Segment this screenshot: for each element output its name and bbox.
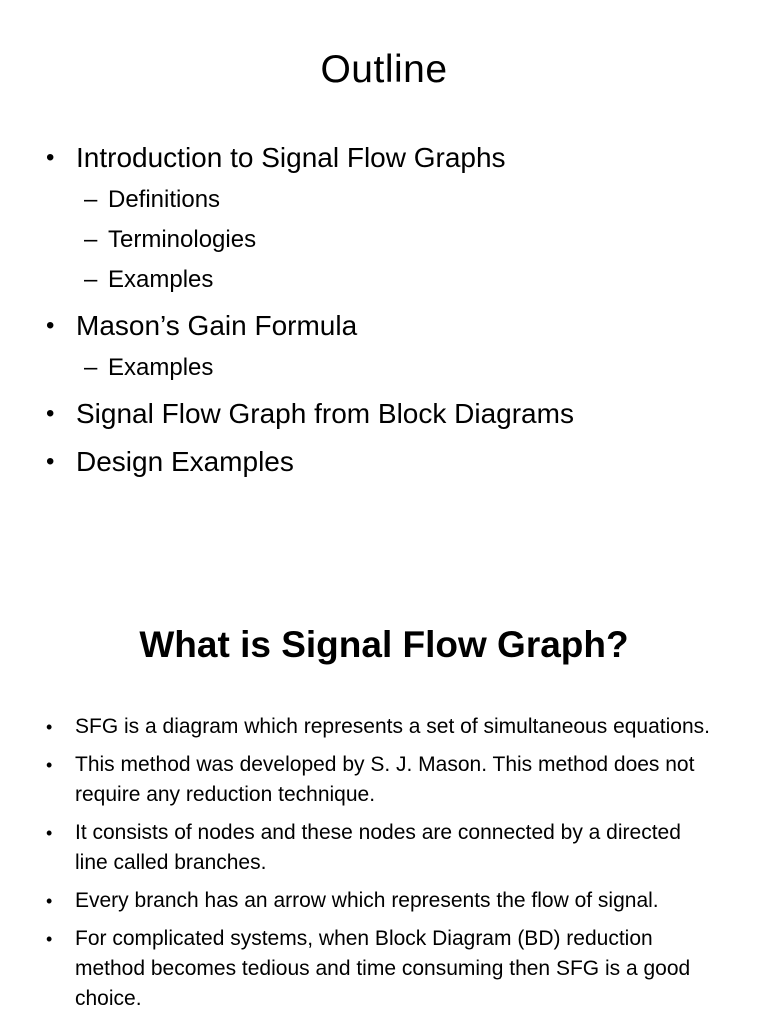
sfg-point: • Every branch has an arrow which represents the flow of signal. — [46, 886, 716, 916]
outline-item-text: Mason’s Gain Formula — [76, 310, 358, 341]
sfg-point: • It consists of nodes and these nodes are connected by a directed line called branches. — [46, 818, 716, 878]
sfg-points-list — [46, 712, 716, 1022]
outline-subitem-text: Examples — [108, 354, 214, 381]
sfg-point: • SFG is a diagram which represents a set of simultaneous equations. — [46, 712, 716, 742]
dash-marker: – — [84, 266, 98, 293]
outline-subitem-text: Terminologies — [108, 226, 257, 253]
slide-title-what-is-sfg: What is Signal Flow Graph? — [139, 624, 629, 665]
slide-title-outline: Outline — [320, 48, 448, 91]
outline-subitem-text: Definitions — [108, 186, 221, 213]
outline-item-text: Introduction to Signal Flow Graphs — [76, 142, 506, 173]
outline-subitem — [46, 350, 746, 386]
outline-subitem-text: Examples — [108, 266, 214, 293]
dash-marker: – — [84, 354, 98, 381]
outline-list — [46, 138, 746, 490]
outline-item — [46, 442, 746, 482]
outline-item — [46, 138, 746, 178]
slide-what-is-sfg — [0, 560, 768, 1024]
outline-subitem — [46, 182, 746, 218]
outline-subitem — [46, 262, 746, 298]
outline-subitem — [46, 222, 746, 258]
outline-item — [46, 394, 746, 434]
dash-marker: – — [84, 186, 98, 213]
sfg-point: • This method was developed by S. J. Mason. This method does not require any reduction technique. — [46, 750, 716, 810]
outline-item — [46, 306, 746, 346]
outline-item-text: Signal Flow Graph from Block Diagrams — [76, 398, 574, 429]
outline-item-text: Design Examples — [76, 446, 294, 477]
sfg-point: • For complicated systems, when Block Diagram (BD) reduction method becomes tedious and time consuming then SFG is a good choice. — [46, 924, 716, 1014]
dash-marker: – — [84, 226, 98, 253]
